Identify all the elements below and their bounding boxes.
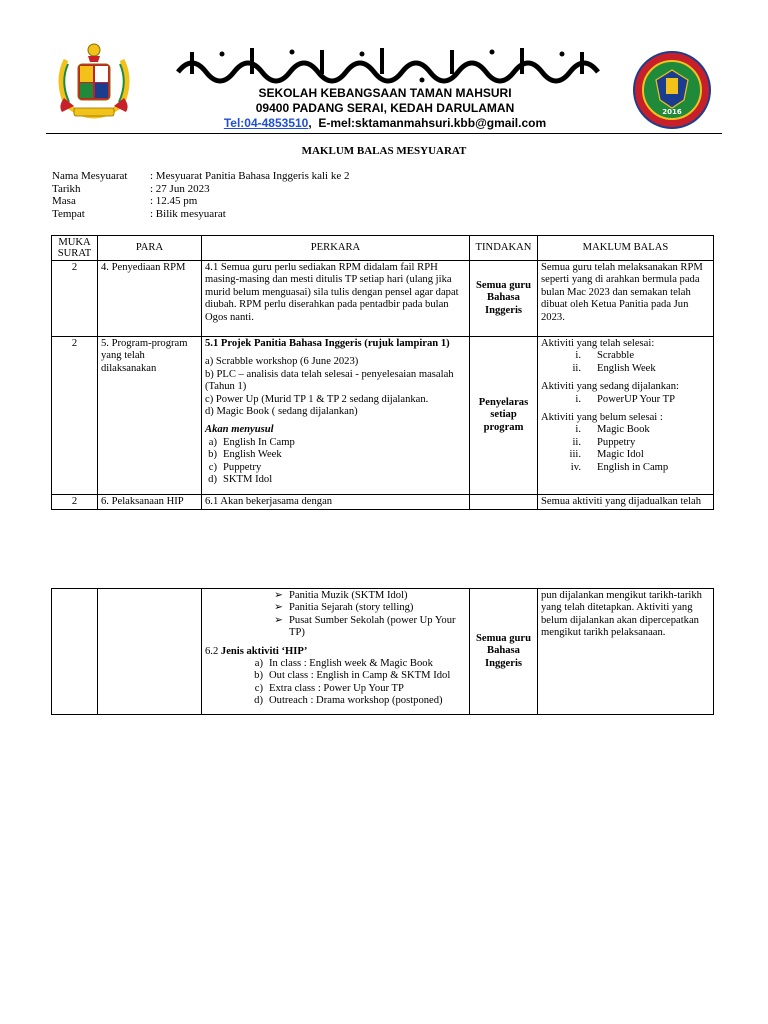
list-item: iv. English in Camp — [570, 461, 669, 473]
perkara-cell: 4.1 Semua guru perlu sediakan RPM didalam fail RPH masing-masing dan mesti ditulis TP setiap hari (ulang jika murid belum menguasai) sila tulis dengan pensel agar dapat diubah. RPM perlu diserahkan pada pentadbir pada bulan Ogos nanti. — [202, 261, 470, 337]
school-address: 09400 PADANG SERAI, KEDAH DARULAMAN — [255, 101, 515, 115]
perkara-cell — [202, 337, 470, 495]
tindakan-cell: Semua guru Bahasa Inggeris — [470, 261, 538, 337]
list-item: i. Magic Book — [575, 424, 650, 436]
school-logo — [632, 50, 712, 130]
table-row — [52, 337, 714, 495]
list-item: i. Scrabble — [575, 350, 635, 362]
perkara-cell — [202, 589, 470, 715]
meta-row — [52, 170, 349, 183]
list-item: iii. Magic Idol — [569, 449, 644, 461]
logo-year: 2016 — [662, 108, 682, 116]
tindakan-cell: Penyelaras setiap program — [470, 337, 538, 495]
list-item: ➢ Panitia Muzik (SKTM Idol) — [274, 590, 408, 601]
jawi-text — [172, 44, 612, 84]
list-item: c) Puppetry — [208, 461, 262, 473]
table-row — [52, 589, 714, 715]
meta-value: : Mesyuarat Panitia Bahasa Inggeris kali ke 2 — [150, 170, 350, 182]
projek-title: 5.1 Projek Panitia Bahasa Inggeris (rujuk lampiran 1) — [205, 338, 450, 349]
table-row — [52, 261, 714, 337]
table-header-row — [52, 236, 714, 261]
para-cell: 5. Program-program yang telah dilaksanakan — [98, 337, 202, 495]
maklum-balas-cell: Semua guru telah melaksanakan RPM seperti yang di arahkan bermula pada bulan Mac 2023 dan semakan telah dibuat oleh Ketua Panitia pada Jun 2023. — [538, 261, 714, 337]
maklum-balas-cell: Semua aktiviti yang dijadualkan telah — [538, 495, 714, 510]
list-item: ii. English Week — [572, 362, 656, 374]
list-item: i. PowerUP Your TP — [575, 393, 676, 405]
header-perkara: PERKARA — [202, 236, 470, 261]
hip-heading: 6.2 Jenis aktiviti ‘HIP’ — [205, 645, 308, 657]
meta-row — [52, 183, 349, 196]
meta-value: : 12.45 pm — [150, 195, 198, 207]
perkara-line: b) PLC – analisis data telah selesai - penyelesaian masalah (Tahun 1) — [205, 368, 454, 393]
list-item: a) In class : English week & Magic Book — [254, 658, 433, 670]
belum-title: Aktiviti yang belum selesai : — [541, 412, 663, 424]
meta-row — [52, 208, 349, 221]
muka-surat-cell: 2 — [52, 337, 98, 495]
meta-value: : 27 Jun 2023 — [150, 182, 210, 195]
tindakan-cell — [470, 495, 538, 510]
maklum-balas-cell — [538, 337, 714, 495]
perkara-line: d) Magic Book ( sedang dijalankan) — [205, 406, 358, 418]
table-row — [52, 495, 714, 510]
selesai-title: Aktiviti yang telah selesai: — [541, 338, 655, 349]
meeting-details — [52, 170, 349, 220]
header-para: PARA — [98, 236, 202, 261]
para-cell — [98, 589, 202, 715]
meta-row — [52, 195, 349, 208]
meta-label: Nama Mesyuarat — [52, 170, 128, 182]
email-text[interactable]: E-mel:sktamanmahsuri.kbb@gmail.com — [318, 116, 547, 130]
school-name: SEKOLAH KEBANGSAAN TAMAN MAHSURI — [258, 86, 512, 100]
list-item: c) Extra class : Power Up Your TP — [254, 682, 404, 694]
header-muka-surat: MUKA SURAT — [52, 236, 98, 261]
header-divider — [46, 133, 722, 134]
contact-separator: , — [308, 116, 319, 130]
tindakan-cell: Semua guru Bahasa Inggeris — [470, 589, 538, 715]
perkara-cell: 6.1 Akan bekerjasama dengan — [202, 495, 470, 510]
muka-surat-cell — [52, 589, 98, 715]
feedback-table — [51, 235, 714, 510]
meta-value: : Bilik mesyuarat — [150, 207, 226, 220]
tel-link[interactable]: Tel:04-4853510 — [223, 116, 309, 130]
akan-menyusul-title: Akan menyusul — [205, 424, 274, 436]
meta-label: Tarikh — [52, 182, 81, 195]
meta-label: Tempat — [52, 207, 85, 220]
school-contact — [150, 116, 620, 130]
muka-surat-cell: 2 — [52, 495, 98, 510]
header-tindakan: TINDAKAN — [470, 236, 538, 261]
state-crest-logo — [52, 40, 136, 122]
list-item: a) English In Camp — [208, 436, 295, 448]
list-item: ii. Puppetry — [572, 436, 636, 448]
perkara-line: c) Power Up (Murid TP 1 & TP 2 sedang dijalankan. — [205, 393, 429, 405]
list-item: d) Outreach : Drama workshop (postponed) — [254, 695, 443, 707]
feedback-table-continued — [51, 588, 714, 715]
list-item: b) Out class : English in Camp & SKTM Idol — [254, 670, 451, 682]
jawi-school-name — [172, 44, 612, 84]
sedang-title: Aktiviti yang sedang dijalankan: — [541, 381, 679, 393]
para-cell: 6. Pelaksanaan HIP — [98, 495, 202, 510]
list-item: b) English Week — [208, 449, 282, 461]
muka-surat-cell: 2 — [52, 261, 98, 337]
perkara-line: a) Scrabble workshop (6 June 2023) — [205, 356, 359, 368]
list-item: ➢ Pusat Sumber Sekolah (power Up Your TP) — [274, 614, 456, 639]
document-title: MAKLUM BALAS MESYUARAT — [301, 145, 467, 157]
maklum-balas-cell: pun dijalankan mengikut tarikh-tarikh yang telah ditetapkan. Aktiviti yang belum dijalankan akan dipercepatkan mengikut tarikh pelaksanaan. — [538, 589, 714, 715]
meta-label: Masa — [52, 195, 76, 207]
header-maklum-balas: MAKLUM BALAS — [538, 236, 714, 261]
para-cell: 4. Penyediaan RPM — [98, 261, 202, 337]
list-item: ➢ Panitia Sejarah (story telling) — [274, 602, 414, 614]
list-item: d) SKTM Idol — [208, 474, 273, 486]
hip-title: Jenis aktiviti ‘HIP’ — [220, 645, 308, 657]
